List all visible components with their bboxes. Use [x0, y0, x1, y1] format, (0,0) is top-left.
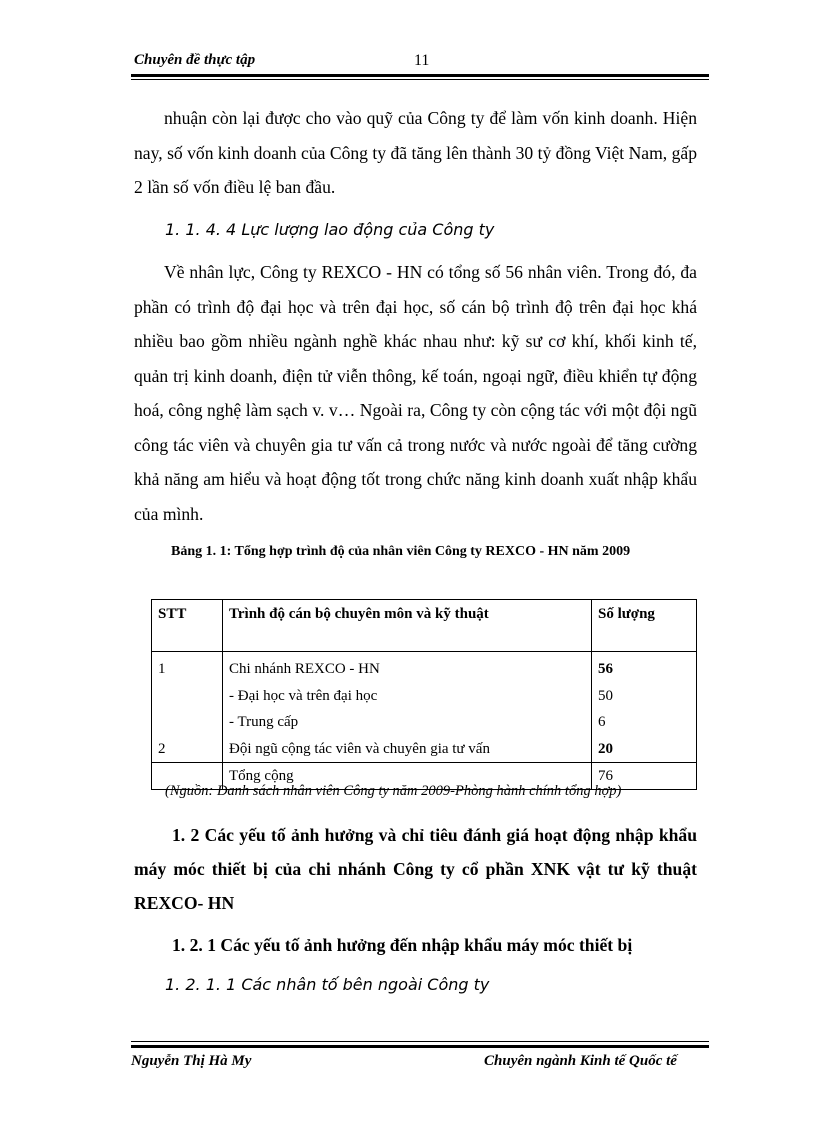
subheading-external-factors: 1. 2. 1. 1 Các nhân tố bên ngoài Công ty — [165, 975, 490, 994]
qualification-cell: Đội ngũ cộng tác viên và chuyên gia tư vấn — [229, 740, 490, 757]
quantity-cell: 6 — [598, 714, 606, 730]
total-value: 76 — [592, 763, 697, 790]
header-rule-thick — [131, 74, 709, 77]
header-quantity: Số lượng — [592, 600, 697, 652]
header-rule-thin — [131, 79, 709, 80]
stt-cell — [158, 683, 216, 710]
footer-rule-thin — [131, 1041, 709, 1042]
staff-qualification-table — [151, 599, 697, 790]
footer-author: Nguyễn Thị Hà My — [131, 1053, 252, 1069]
header-stt: STT — [152, 600, 223, 652]
header-qualification: Trình độ cán bộ chuyên môn và kỹ thuật — [223, 600, 592, 652]
qualification-cell: - Đại học và trên đại học — [229, 687, 378, 704]
quantity-cell: 20 — [598, 740, 613, 757]
paragraph-human-resources: Về nhân lực, Công ty REXCO - HN có tổng số 56 nhân viên. Trong đó, đa phần có trình độ đại học và trên đại học, số cán bộ trình độ trên đại học khá nhiều bao gồm nhiều ngành nghề khác nhau như: kỹ sư cơ khí, khối kinh tế, quản trị kinh doanh, điện tử viễn thông, kế toán, ngoại ngữ, điều khiển tự động hoá, công nghệ làm sạch v. v… Ngoài ra, Công ty còn cộng tác với một đội ngũ công tác viên và chuyên gia tư vấn cả trong nước và nước ngoài để tăng cường khả năng am hiểu và hoạt động tốt trong chức năng kinh doanh xuất nhập khẩu của mình. — [134, 262, 697, 524]
page-number: 11 — [414, 52, 430, 69]
header-title: Chuyên đề thực tập — [134, 52, 256, 68]
table-source-note: (Nguồn: Danh sách nhân viên Công ty năm 2009-Phòng hành chính tổng hợp) — [165, 783, 622, 799]
table-body-row — [152, 652, 697, 763]
qualification-column — [223, 652, 592, 763]
subheading-labor-force: 1. 1. 4. 4 Lực lượng lao động của Công ty — [165, 220, 495, 239]
section-heading-1-2-1: 1. 2. 1 Các yếu tố ảnh hưởng đến nhập khẩu máy móc thiết bị — [172, 935, 633, 955]
quantity-column — [592, 652, 697, 763]
stt-cell — [158, 709, 216, 736]
quantity-cell: 50 — [598, 687, 613, 704]
qualification-cell: Chi nhánh REXCO - HN — [229, 661, 380, 677]
table-caption: Bảng 1. 1: Tổng hợp trình độ của nhân viên Công ty REXCO - HN năm 2009 — [171, 544, 631, 559]
table-header-row — [152, 600, 697, 652]
total-label: Tổng cộng — [223, 763, 592, 790]
stt-cell: 1 — [158, 661, 166, 677]
footer-major: Chuyên ngành Kinh tế Quốc tế — [484, 1053, 677, 1069]
stt-column — [152, 652, 223, 763]
footer-rule-thick — [131, 1045, 709, 1048]
qualification-cell: - Trung cấp — [229, 714, 299, 730]
paragraph-capital: nhuận còn lại được cho vào quỹ của Công ty để làm vốn kinh doanh. Hiện nay, số vốn kinh doanh của Công ty đã tăng lên thành 30 tỷ đồng Việt Nam, gấp 2 lần số vốn điều lệ ban đầu. — [134, 108, 697, 197]
stt-cell: 2 — [158, 740, 166, 757]
quantity-cell: 56 — [598, 661, 613, 677]
section-heading-1-2: 1. 2 Các yếu tố ảnh hưởng và chỉ tiêu đánh giá hoạt động nhập khẩu máy móc thiết bị của chi nhánh Công ty cổ phần XNK vật tư kỹ thuật REXCO- HN — [134, 825, 697, 913]
